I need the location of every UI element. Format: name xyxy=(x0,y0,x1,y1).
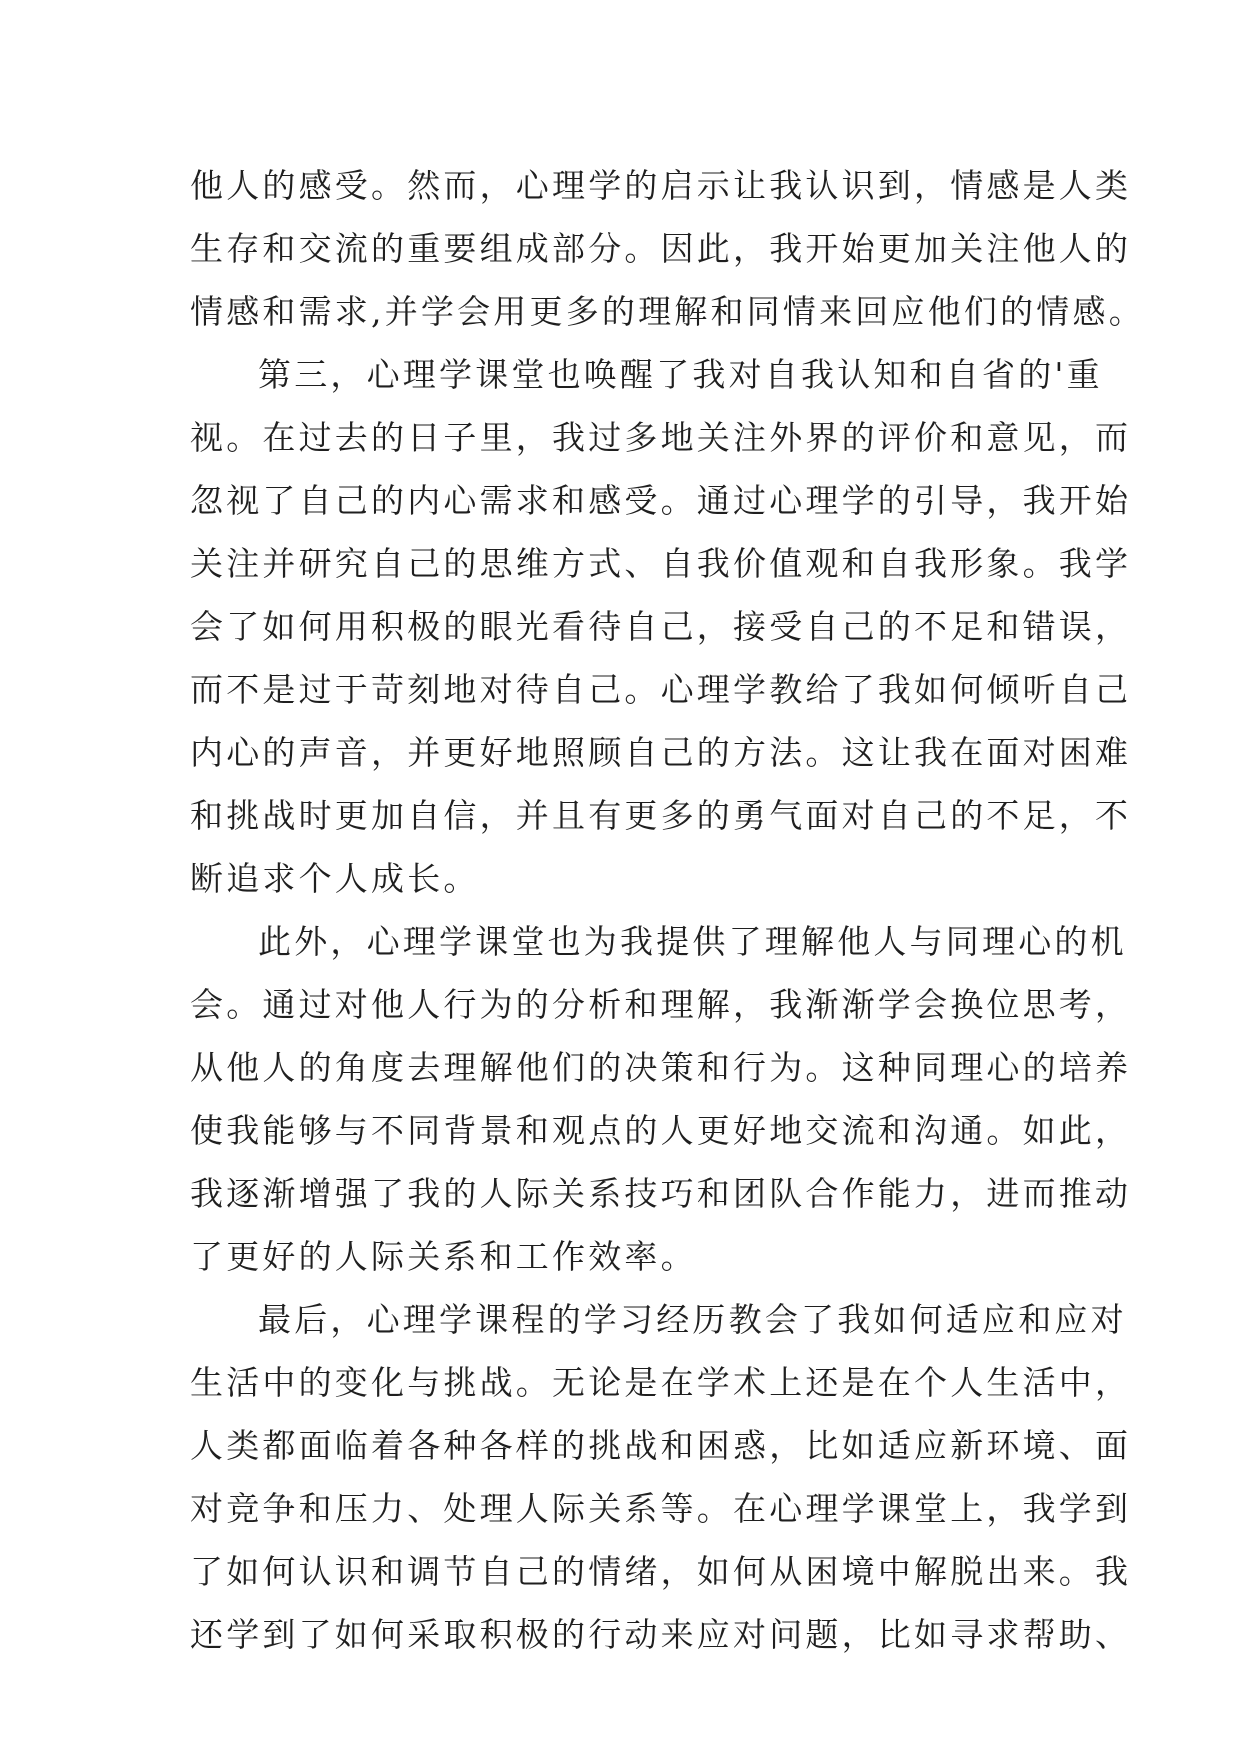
text-line: 对竞争和压力、处理人际关系等。在心理学课堂上，我学到 xyxy=(190,1489,1132,1528)
paragraph-start-line: 此外，心理学课堂也为我提供了理解他人与同理心的机 xyxy=(258,922,1127,961)
paragraph-start-line: 最后，心理学课程的学习经历教会了我如何适应和应对 xyxy=(258,1300,1127,1339)
text-line: 断追求个人成长。 xyxy=(190,859,480,898)
text-line: 我逐渐增强了我的人际关系技巧和团队合作能力，进而推动 xyxy=(190,1174,1132,1213)
text-line: 生存和交流的重要组成部分。因此，我开始更加关注他人的 xyxy=(190,229,1132,268)
text-line: 忽视了自己的内心需求和感受。通过心理学的引导，我开始 xyxy=(190,481,1132,520)
text-line: 人类都面临着各种各样的挑战和困惑，比如适应新环境、面 xyxy=(190,1426,1132,1465)
text-line: 会了如何用积极的眼光看待自己，接受自己的不足和错误， xyxy=(190,607,1132,646)
text-line: 视。在过去的日子里，我过多地关注外界的评价和意见，而 xyxy=(190,418,1132,457)
text-line: 情感和需求,并学会用更多的理解和同情来回应他们的情感。 xyxy=(190,292,1145,331)
text-line: 他人的感受。然而，心理学的启示让我认识到，情感是人类 xyxy=(190,166,1132,205)
text-line: 会。通过对他人行为的分析和理解，我渐渐学会换位思考， xyxy=(190,985,1132,1024)
text-line: 从他人的角度去理解他们的决策和行为。这种同理心的培养 xyxy=(190,1048,1132,1087)
text-line: 关注并研究自己的思维方式、自我价值观和自我形象。我学 xyxy=(190,544,1132,583)
text-line: 生活中的变化与挑战。无论是在学术上还是在个人生活中， xyxy=(190,1363,1132,1402)
paragraph-start-line: 第三，心理学课堂也唤醒了我对自我认知和自省的'重 xyxy=(258,355,1103,394)
body-text xyxy=(190,154,1145,1666)
text-line: 了更好的人际关系和工作效率。 xyxy=(190,1237,697,1276)
text-line: 了如何认识和调节自己的情绪，如何从困境中解脱出来。我 xyxy=(190,1552,1132,1591)
text-line: 使我能够与不同背景和观点的人更好地交流和沟通。如此， xyxy=(190,1111,1132,1150)
text-line: 和挑战时更加自信，并且有更多的勇气面对自己的不足，不 xyxy=(190,796,1132,835)
text-line: 内心的声音，并更好地照顾自己的方法。这让我在面对困难 xyxy=(190,733,1132,772)
text-line: 而不是过于苛刻地对待自己。心理学教给了我如何倾听自己 xyxy=(190,670,1132,709)
text-line: 还学到了如何采取积极的行动来应对问题，比如寻求帮助、 xyxy=(190,1615,1132,1654)
